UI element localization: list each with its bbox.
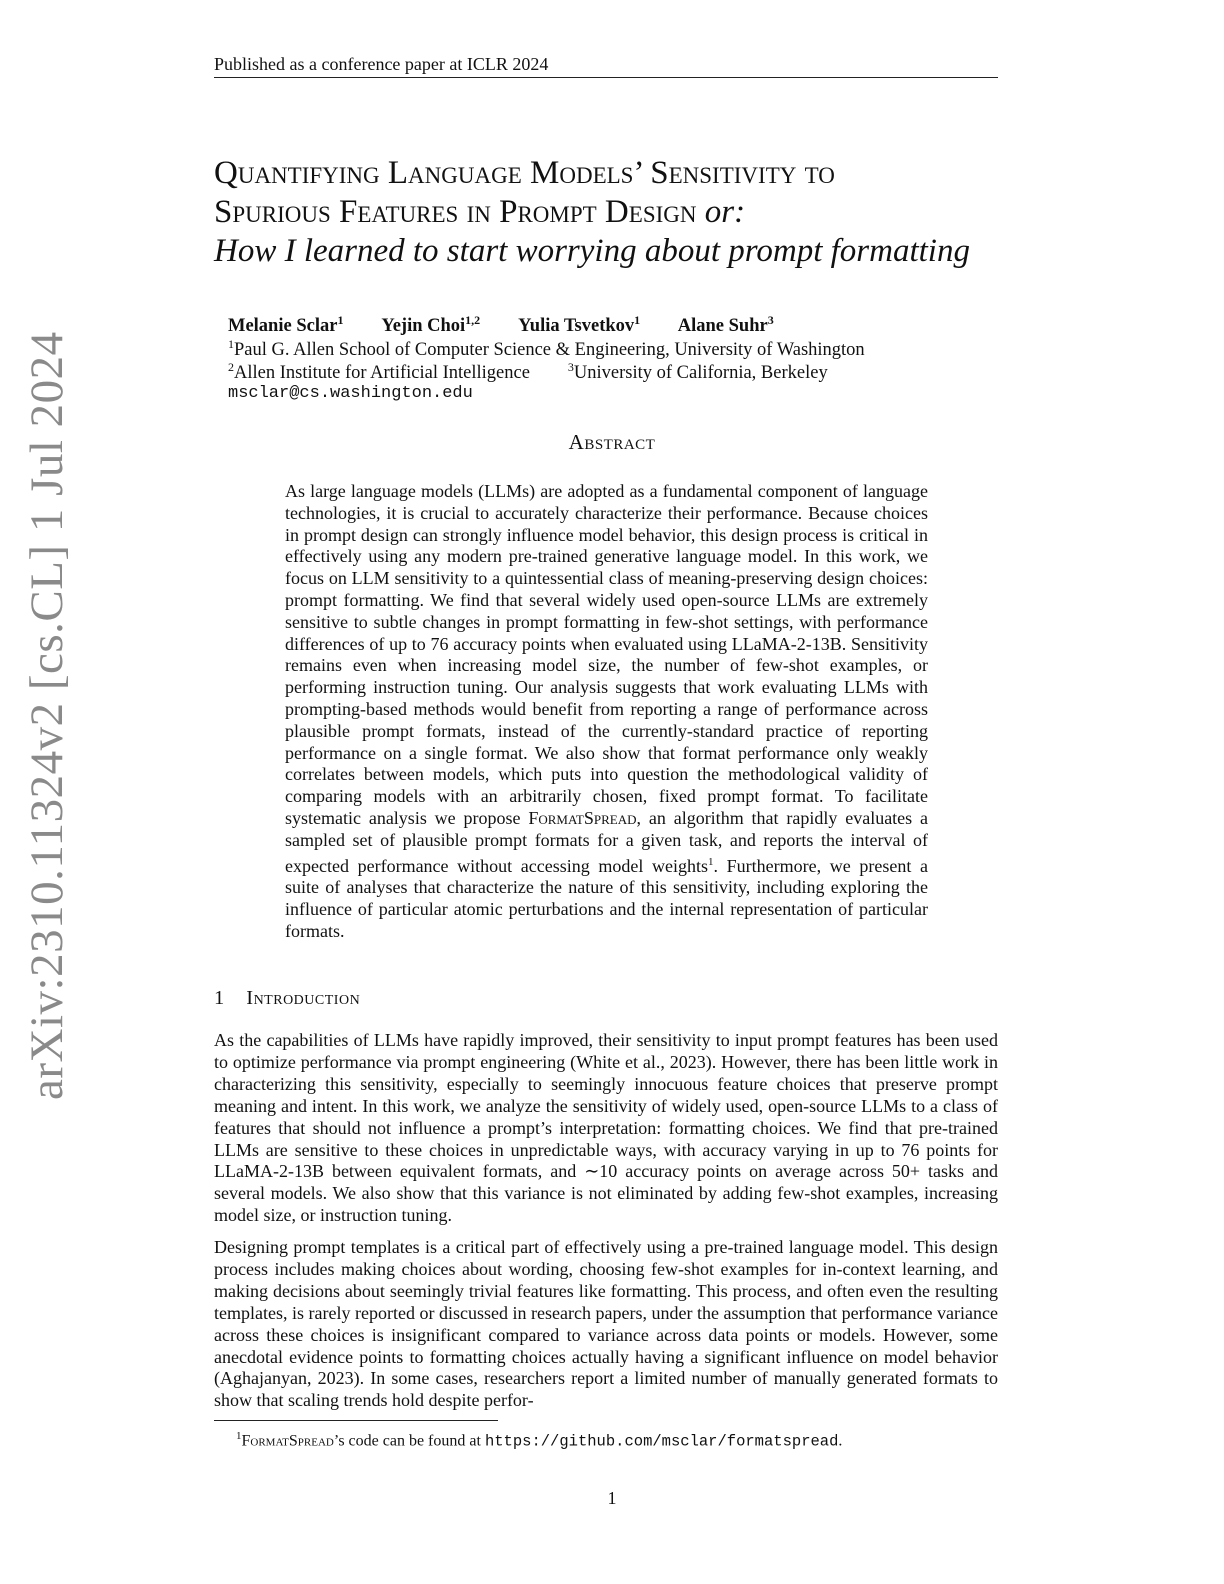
section-number: 1 [214,987,225,1009]
title-line-2-main: Spurious Features in Prompt Design [214,194,697,230]
author-name: Yejin Choi [381,316,466,337]
section-heading [214,987,360,1010]
intro-paragraph-1: As the capabilities of LLMs have rapidly improved, their sensitivity to input prompt features has been used to optimize performance via prompt engineering (White et al., 2023). However, there has been little work in characterizing this sensitivity, especially to seemingly innocuous feature choices that preserve prompt meaning and intent. In this work, we analyze the sensitivity of widely used, open-source LLMs to a class of features that should not influence a prompt’s interpretation: formatting choices. We find that pre-trained LLMs are sensitive to these choices in unpredictable ways, with accuracy varying in up to 76 points for LLaMA-2-13B between equivalent formats, and ∼10 accuracy points on average across 50+ tasks and several models. We also show that this variance is not eliminated by adding few-shot examples, increasing model size, or instruction tuning. [214,1030,998,1226]
title-line-3: How I learned to start worrying about prompt formatting [214,233,970,269]
author-name: Yulia Tsvetkov [518,316,635,337]
affiliation-1 [228,337,865,361]
author-list [228,313,808,337]
abstract-text: As large language models (LLMs) are adopted as a fundamental component of language technologies, it is crucial to accurately characterize their performance. Because choices in prompt design can strongly influence model behavior, this design process is critical in effectively using any modern pre-trained generative language model. In this work, we focus on LLM sensitivity to a quintessential class of meaning-preserving design choices: prompt formatting. We find that several widely used open-source LLMs are extremely sensitive to subtle changes in prompt formatting in few-shot settings, with performance differences of up to 76 accuracy points when evaluated using LLaMA-2-13B. Sensitivity remains even when increasing model size, the number of few-shot examples, or performing instruction tuning. Our analysis suggests that work evaluating LLMs with prompting-based methods would benefit from reporting a range of performance across plausible prompt formats, instead of the currently-standard practice of reporting performance on a single format. We also show that format performance only weakly correlates between models, which puts into question the methodological validity of comparing models with an arbitrarily chosen, fixed prompt format. To facilitate systematic analysis we propose [285,481,928,828]
aff-text: Allen Institute for Artificial Intelligence [234,363,530,384]
intro-paragraph-2: Designing prompt templates is a critical part of effectively using a pre-trained language model. This design process includes making choices about wording, choosing few-shot examples for in-context learning, and making decisions about seemingly trivial features like formatting. This process, and often even the resulting templates, is rarely reported or discussed in research papers, under the assumption that performance variance across these choices is insignificant compared to variance across data points or models. However, some anecdotal evidence points to formatting choices actually having a significant influence on model behavior (Aghajanyan, 2023). In some cases, researchers report a limited number of manually generated formats to show that scaling trends hold despite perfor- [214,1237,998,1411]
arxiv-stamp: arXiv:2310.11324v2 [cs.CL] 1 Jul 2024 [21,331,73,1100]
footnote [236,1430,842,1450]
footnote-name: FormatSpread [241,1432,334,1450]
author [381,313,481,337]
footnote-sup: 1 [236,1430,242,1442]
author-name: Melanie Sclar [228,316,338,337]
abstract-body [285,481,928,943]
paper-title [214,154,1014,271]
author-sup: 1,2 [465,313,481,327]
author-sup: 3 [767,313,774,327]
aff-sup: 1 [228,337,234,351]
footnote-text: ’s code can be found at [333,1432,481,1450]
footnote-marker[interactable]: 1 [708,855,714,868]
abstract-text: , an algorithm that rapidly evaluates a sampled set of plausible prompt formats for a given task, and reports the interval of expected performance without accessing model weights [285,807,929,876]
aff-text: Paul G. Allen School of Computer Science & Engineering, University of Washington [234,340,865,361]
author [518,313,641,337]
aff-sup: 3 [567,360,574,374]
footnote-end: . [838,1432,843,1450]
section-title: Introduction [246,987,361,1009]
title-or: or: [704,194,746,230]
author [228,313,344,337]
author-name: Alane Suhr [677,316,768,337]
title-line-2 [214,193,1014,232]
affiliation-2-3 [228,360,828,384]
abstract-heading: Abstract [568,430,656,454]
abstract-text: . Furthermore, we present a suite of analyses that characterize the nature of this sensitivity, including exploring the influence of particular atomic perturbations and the internal representation of particular formats. [285,855,928,941]
formatspread-name: FormatSpread [528,807,637,828]
page-number: 1 [607,1488,617,1508]
author-sup: 1 [337,313,344,327]
aff-sup: 2 [228,360,234,374]
author [677,313,774,337]
running-header: Published as a conference paper at ICLR 2024 [214,53,998,78]
footnote-link[interactable]: https://github.com/msclar/formatspread [484,1432,839,1451]
author-email[interactable]: msclar@cs.washington.edu [228,384,473,403]
author-sup: 1 [634,313,641,327]
title-line-1: Quantifying Language Models’ Sensitivity to [214,155,835,191]
aff-text: University of California, Berkeley [573,363,828,384]
footnote-rule [214,1420,498,1421]
